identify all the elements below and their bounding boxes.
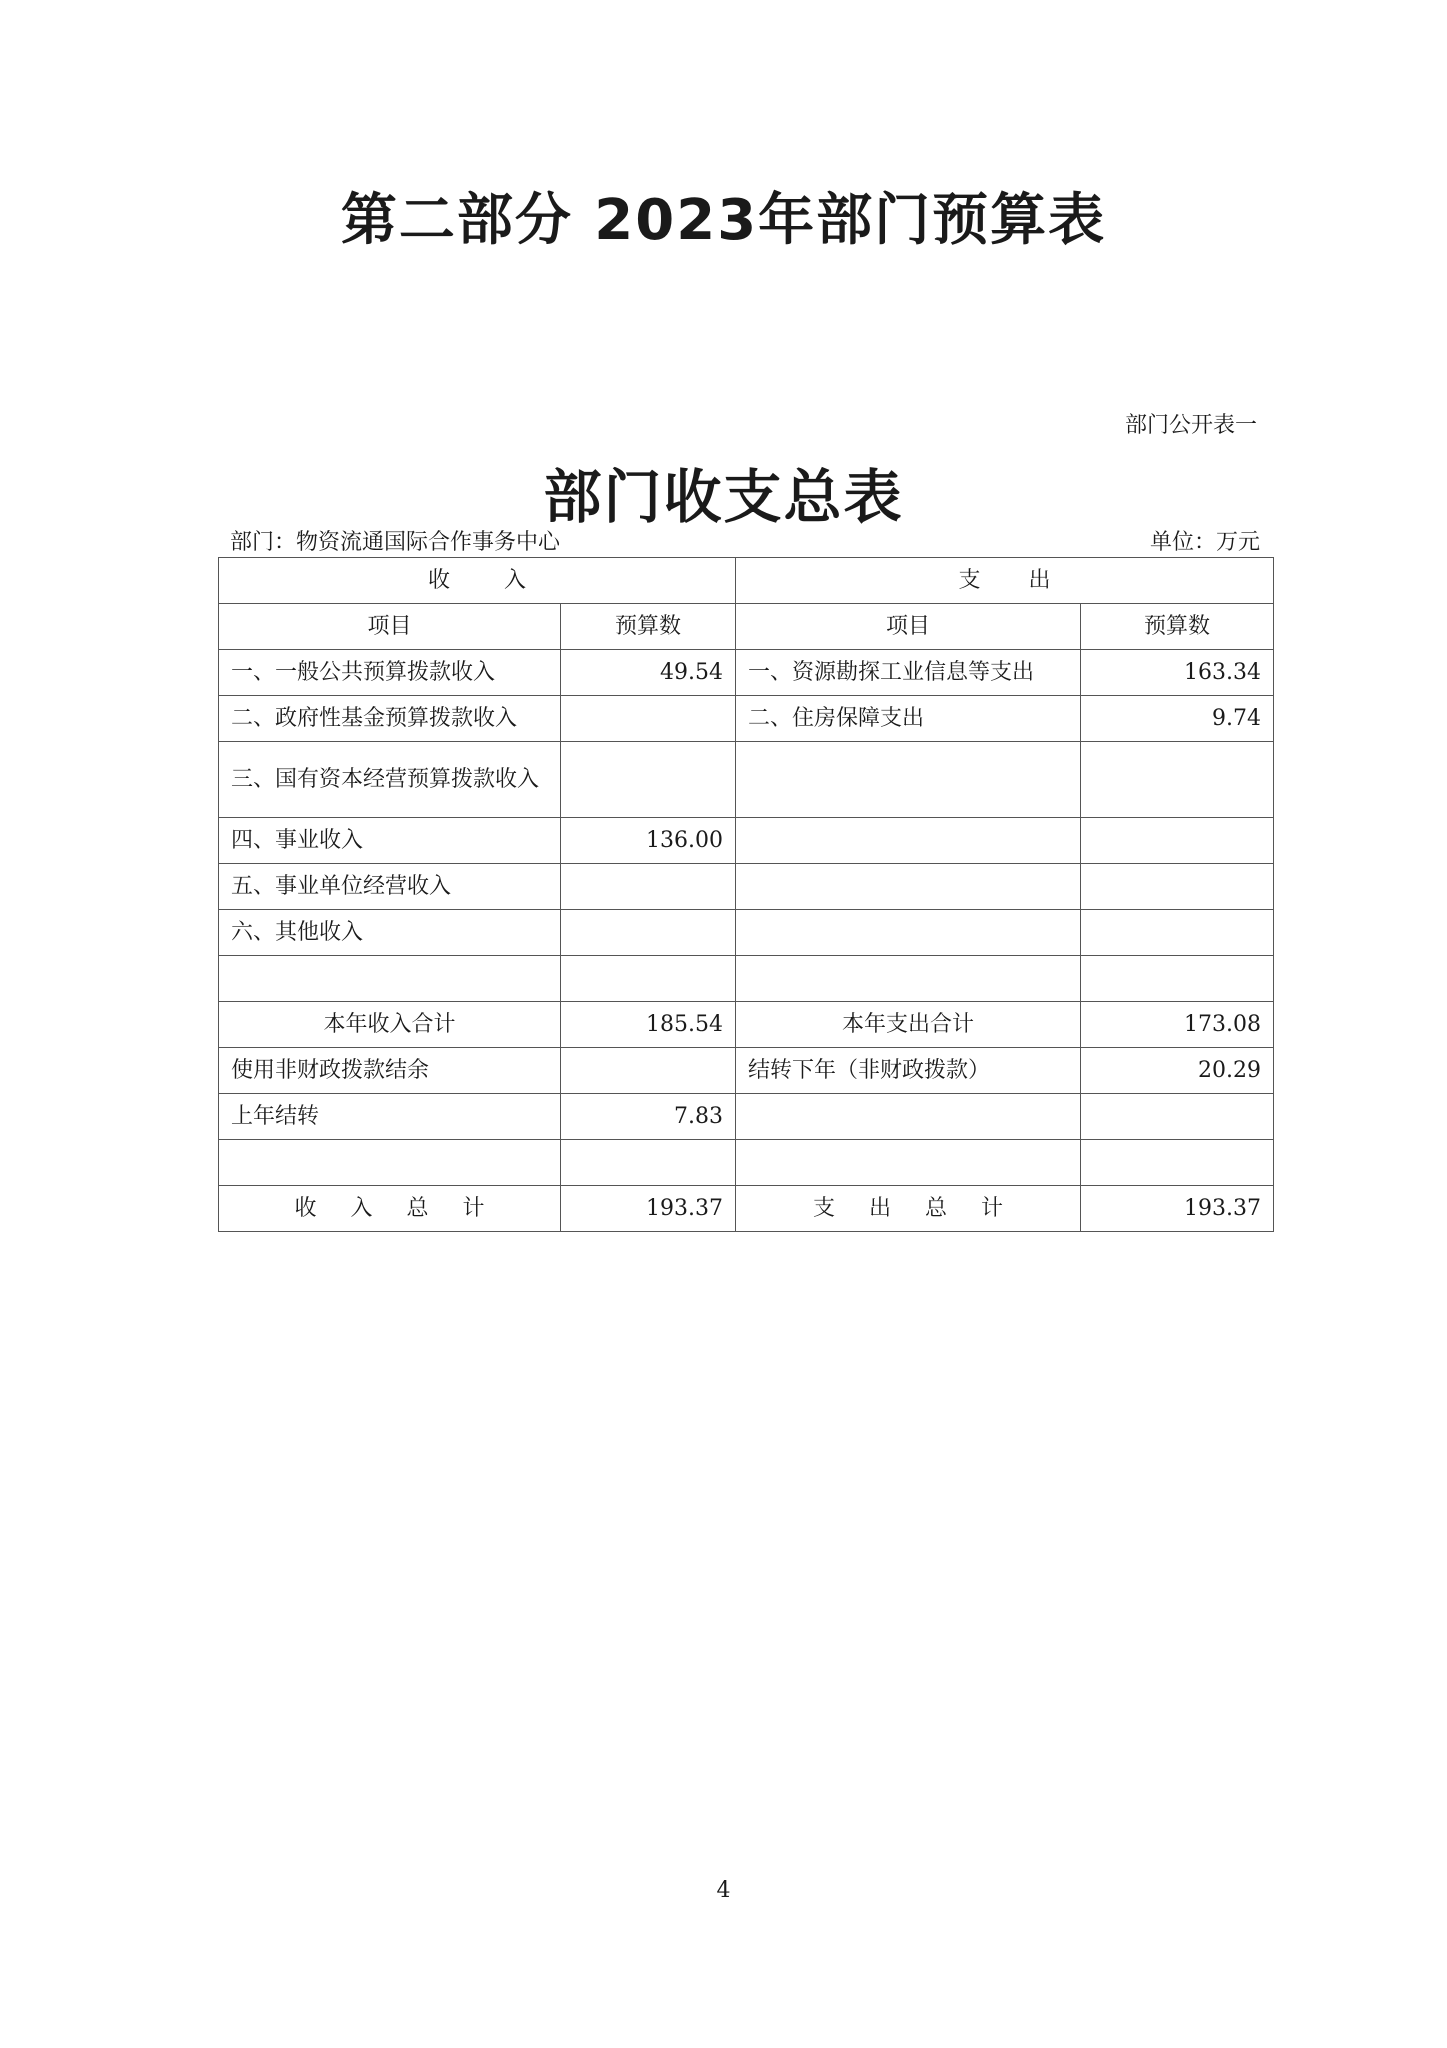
grand-expense-total-text: 支出总计 — [813, 1195, 1038, 1221]
expense-item: 一、资源勘探工业信息等支出 — [736, 650, 1081, 696]
grand-income-total-value: 193.37 — [561, 1186, 736, 1232]
income-item — [219, 1140, 561, 1186]
table-row — [219, 910, 1274, 956]
year-expense-total-label: 本年支出合计 — [736, 1002, 1081, 1048]
expense-item — [736, 864, 1081, 910]
year-income-total-value: 185.54 — [561, 1002, 736, 1048]
table-row — [219, 696, 1274, 742]
expense-item — [736, 1140, 1081, 1186]
year-expense-total-value: 173.08 — [1081, 1002, 1274, 1048]
table-row — [219, 1048, 1274, 1094]
column-header-row — [219, 604, 1274, 650]
expense-item: 结转下年（非财政拨款） — [736, 1048, 1081, 1094]
expense-item — [736, 742, 1081, 818]
table-row — [219, 956, 1274, 1002]
grand-expense-total-value: 193.37 — [1081, 1186, 1274, 1232]
table-meta-row — [230, 525, 1260, 556]
section-header-row — [219, 558, 1274, 604]
expense-item: 二、住房保障支出 — [736, 696, 1081, 742]
income-item: 一、一般公共预算拨款收入 — [219, 650, 561, 696]
table-row — [219, 818, 1274, 864]
expense-item — [736, 956, 1081, 1002]
income-item: 四、事业收入 — [219, 818, 561, 864]
department-label: 部门：物资流通国际合作事务中心 — [230, 530, 561, 555]
income-value: 49.54 — [561, 650, 736, 696]
income-item: 三、国有资本经营预算拨款收入 — [219, 742, 561, 818]
expense-value — [1081, 864, 1274, 910]
expense-section-header: 支出 — [736, 558, 1274, 604]
part-title: 第二部分 2023年部门预算表 — [340, 188, 1107, 253]
expense-value: 163.34 — [1081, 650, 1274, 696]
expense-value — [1081, 1094, 1274, 1140]
table-row — [219, 650, 1274, 696]
income-item: 二、政府性基金预算拨款收入 — [219, 696, 561, 742]
expense-value: 20.29 — [1081, 1048, 1274, 1094]
budget-summary-table — [218, 557, 1274, 1232]
grand-total-row — [219, 1186, 1274, 1232]
table-code: 部门公开表一 — [1124, 413, 1257, 438]
year-income-total-label: 本年收入合计 — [219, 1002, 561, 1048]
grand-expense-total-label — [736, 1186, 1081, 1232]
expense-value — [1081, 742, 1274, 818]
income-value — [561, 696, 736, 742]
income-item: 上年结转 — [219, 1094, 561, 1140]
table-row — [219, 742, 1274, 818]
year-total-row — [219, 1002, 1274, 1048]
expense-item-header: 项目 — [736, 604, 1081, 650]
expense-value — [1081, 910, 1274, 956]
expense-value: 9.74 — [1081, 696, 1274, 742]
expense-value — [1081, 818, 1274, 864]
expense-item — [736, 910, 1081, 956]
grand-income-total-label — [219, 1186, 561, 1232]
expense-budget-header: 预算数 — [1081, 604, 1274, 650]
income-item: 五、事业单位经营收入 — [219, 864, 561, 910]
table-row — [219, 1140, 1274, 1186]
unit-label: 单位：万元 — [1149, 530, 1260, 555]
income-value — [561, 1140, 736, 1186]
table-row — [219, 864, 1274, 910]
income-value: 136.00 — [561, 818, 736, 864]
page-number: 4 — [716, 1878, 731, 1903]
income-item-header: 项目 — [219, 604, 561, 650]
income-item: 六、其他收入 — [219, 910, 561, 956]
income-budget-header: 预算数 — [561, 604, 736, 650]
income-section-header: 收入 — [219, 558, 736, 604]
income-value — [561, 742, 736, 818]
expense-item — [736, 1094, 1081, 1140]
expense-value — [1081, 956, 1274, 1002]
expense-item — [736, 818, 1081, 864]
income-value — [561, 956, 736, 1002]
income-value — [561, 864, 736, 910]
grand-income-total-text: 收入总计 — [294, 1195, 519, 1221]
income-item — [219, 956, 561, 1002]
income-value — [561, 910, 736, 956]
income-value: 7.83 — [561, 1094, 736, 1140]
income-item: 使用非财政拨款结余 — [219, 1048, 561, 1094]
expense-value — [1081, 1140, 1274, 1186]
table-title: 部门收支总表 — [543, 463, 904, 531]
income-value — [561, 1048, 736, 1094]
table-row — [219, 1094, 1274, 1140]
